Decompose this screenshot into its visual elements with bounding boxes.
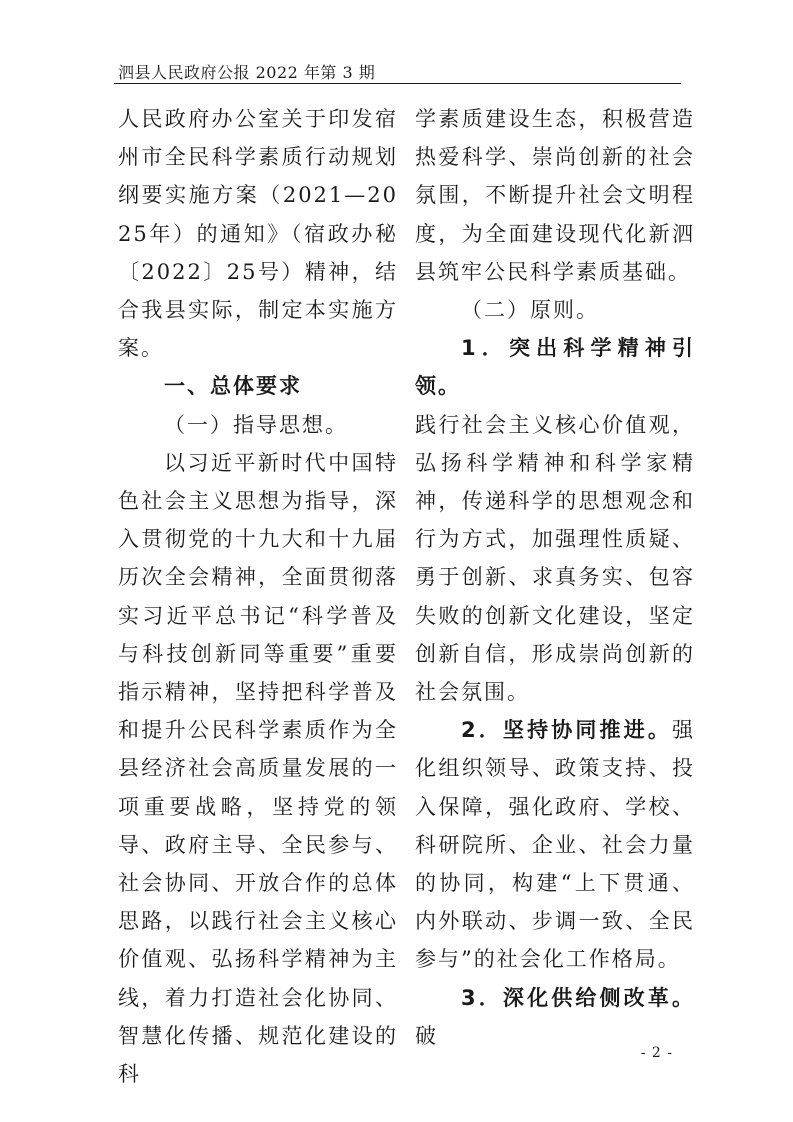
principle-3-paragraph (415, 979, 695, 1055)
page-number: - 2 - (640, 1045, 673, 1061)
right-column (415, 100, 695, 1055)
header-divider (114, 83, 681, 84)
principle-2-paragraph (415, 711, 695, 978)
principle-2-title: 2．坚持协同推进。 (461, 718, 672, 743)
paragraph-guiding-ideology: 以习近平新时代中国特色社会主义思想为指导，深入贯彻党的十九大和十九届历次全会精神，全面贯彻落实习近平总书记“科学普及与科技创新同等重要”重要指示精神，坚持把科学普及和提升公民科学素质作为全县经济社会高质量发展的一项重要战略，坚持党的领导、政府主导、全民参与、社会协同、开放合作的总体思路，以践行社会主义核心价值观、弘扬科学精神为主线，着力打造社会化协同、智慧化传播、规范化建设的科 (118, 450, 398, 1087)
principle-3-text: 破 (415, 1023, 438, 1048)
subsection-heading-guiding-ideology: （一）指导思想。 (164, 412, 348, 437)
principle-2-text: 强化组织领导、政策支持、投入保障，强化政府、学校、科研院所、企业、社会力量的协同，构建“上下贯通、内外联动、步调一致、全民参与”的社会化工作格局。 (415, 718, 695, 972)
journal-header-title: 泗县人民政府公报 2022 年第 3 期 (118, 63, 376, 82)
left-column (118, 100, 398, 1093)
principle-1-title: 1．突出科学精神引领。 (415, 336, 695, 399)
section-heading-general-requirements: 一、总体要求 (164, 374, 302, 399)
principle-3-title: 3．深化供给侧改革。 (461, 985, 695, 1010)
subsection-heading-principles: （二）原则。 (461, 298, 599, 323)
paragraph-ideology-continued: 学素质建设生态，积极营造热爱科学、崇尚创新的社会氛围，不断提升社会文明程度，为全面建设现代化新泗县筑牢公民科学素质基础。 (415, 107, 695, 284)
paragraph-intro-continued: 人民政府办公室关于印发宿州市全民科学素质行动规划纲要实施方案（2021—2025年）的通知》（宿政办秘〔2022〕25号）精神，结合我县实际，制定本实施方案。 (118, 107, 398, 361)
principle-1-text: 践行社会主义核心价值观，弘扬科学精神和科学家精神，传递科学的思想观念和行为方式，加强理性质疑、勇于创新、求真务实、包容失败的创新文化建设，坚定创新自信，形成崇尚创新的社会氛围。 (415, 412, 695, 705)
